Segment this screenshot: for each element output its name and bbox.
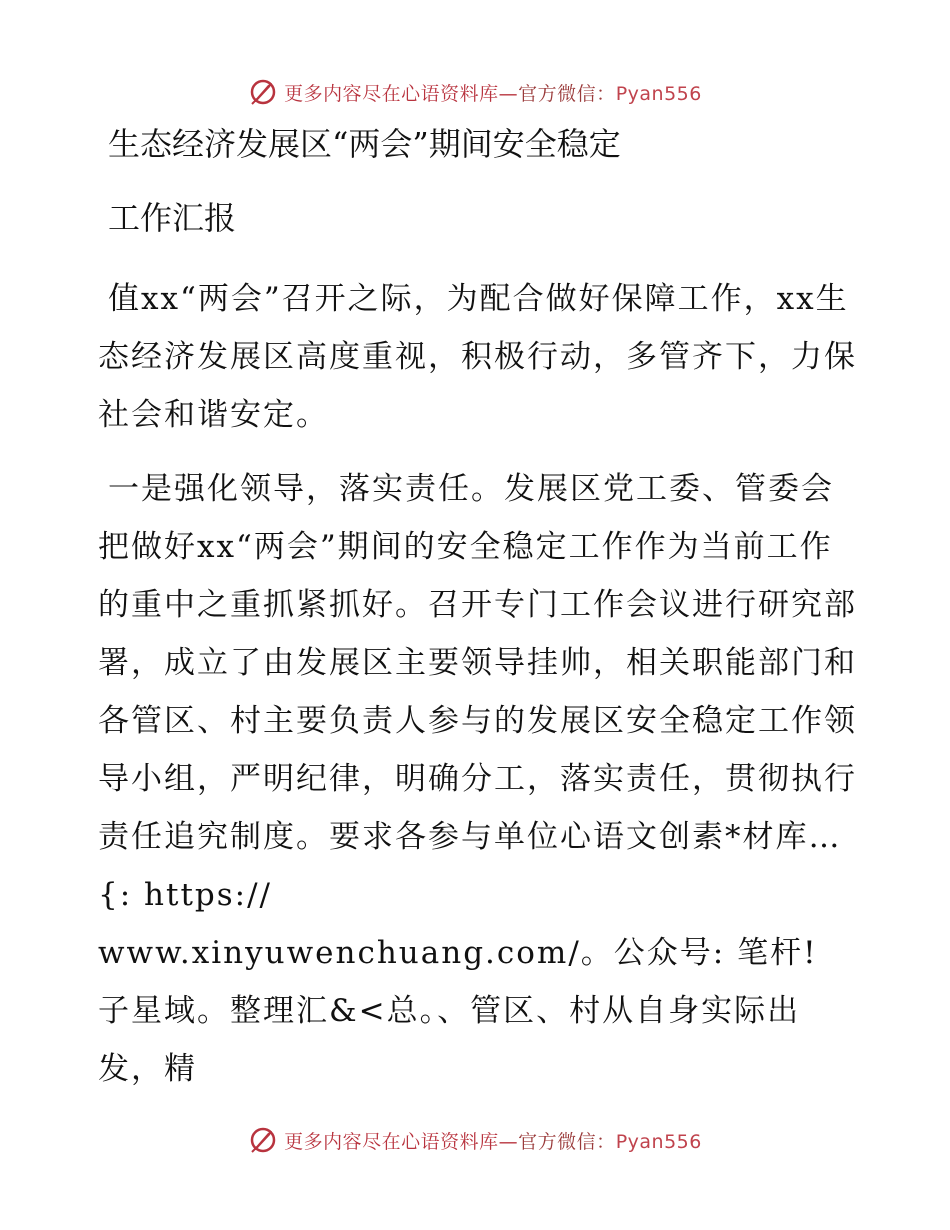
paragraph-one: 一是强化领导，落实责任。发展区党工委、管委会把做好xx“两会”期间的安全稳定工作作为当前工作的重中之重抓紧抓好。召开专门工作会议进行研究部署，成立了由发展区主要领导挂帅，相关职能部门和各管区、村主要负责人参与的发展区安全稳定工作领导小组，严明纪律，明确分工，落实责任，贯彻执行责任追究制度。要求各参与单位心语文创素*材库…{: https:// bbox=[98, 471, 857, 913]
bottom-watermark-footer bbox=[0, 1120, 950, 1160]
paragraph-intro: 值xx“两会”召开之际，为配合做好保障工作，xx生态经济发展区高度重视，积极行动，多管齐下，力保社会和谐安定。 bbox=[98, 281, 857, 433]
watermark-text bbox=[284, 79, 702, 106]
dash: — bbox=[498, 82, 519, 105]
document-title-line-2: 工作汇报 bbox=[108, 199, 237, 237]
site-text: 更多内容尽在心语资料库 bbox=[284, 82, 499, 105]
wechat-id: Pyan556 bbox=[615, 1130, 702, 1153]
paragraph-continuation: www.xinyuwenchuang.com/。公众号: 笔杆! 子星域。整理汇&<总。、管区、村从自身实际出发，精 bbox=[98, 935, 818, 1087]
document-title-line-1: 生态经济发展区“两会”期间安全稳定 bbox=[108, 125, 621, 163]
watermark-text bbox=[284, 1127, 702, 1154]
wechat-label: 官方微信： bbox=[518, 1130, 616, 1153]
top-watermark-header bbox=[0, 72, 950, 112]
site-text: 更多内容尽在心语资料库 bbox=[284, 1130, 499, 1153]
document-body bbox=[98, 122, 858, 1114]
quill-pen-icon bbox=[248, 77, 278, 107]
wechat-id: Pyan556 bbox=[615, 82, 702, 105]
quill-pen-icon bbox=[248, 1125, 278, 1155]
dash: — bbox=[498, 1130, 519, 1153]
wechat-label: 官方微信： bbox=[518, 82, 616, 105]
